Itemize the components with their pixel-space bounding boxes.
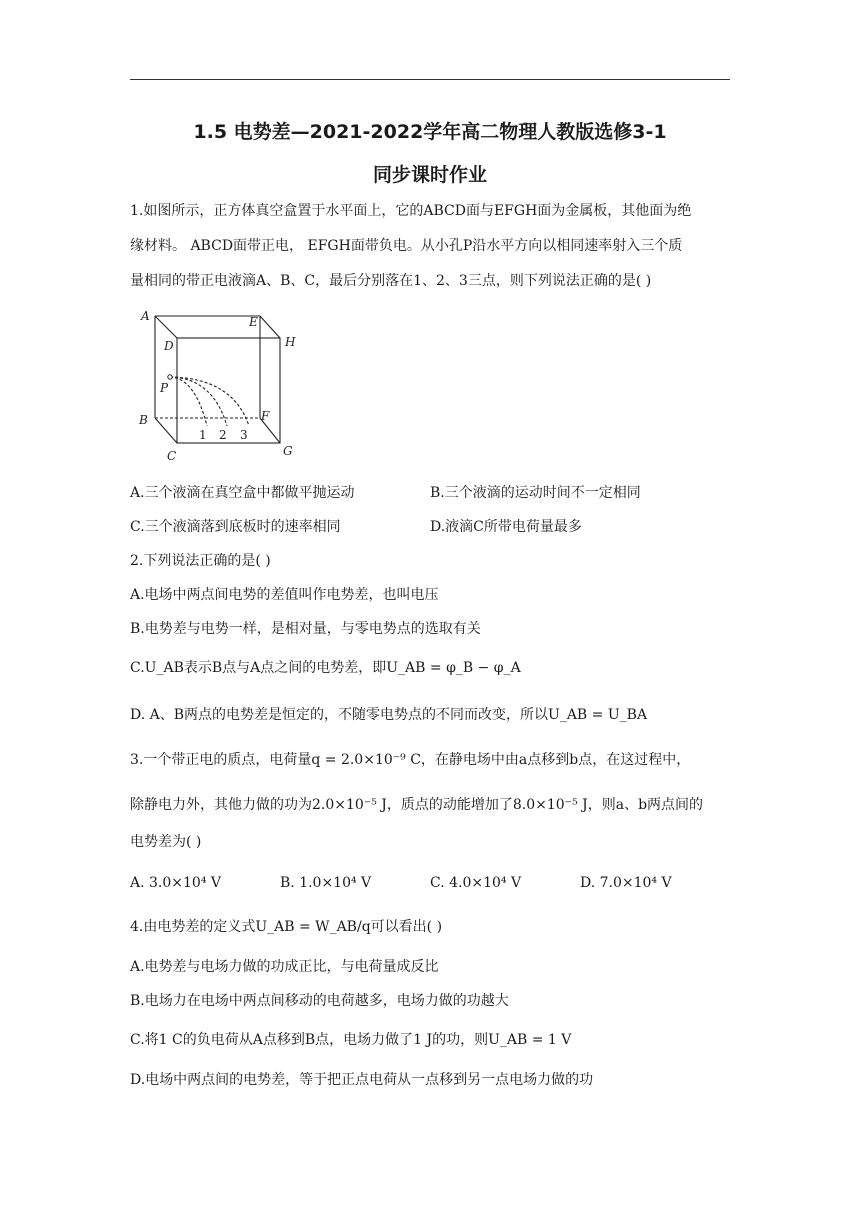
- q1-stem-line-1: 1.如图所示，正方体真空盒置于水平面上，它的ABCD面与EFGH面为金属板，其他面为绝: [130, 203, 692, 219]
- label-A: A: [141, 309, 150, 323]
- label-C: C: [167, 449, 177, 463]
- q2-option-c: C.U_AB表示B点与A点之间的电势差，即U_AB = φ_B − φ_A: [130, 660, 521, 676]
- q1-option-c: C.三个液滴落到底板时的速率相同: [130, 519, 341, 535]
- label-2: 2: [219, 428, 227, 442]
- label-G: G: [283, 444, 293, 458]
- q3-option-c: C. 4.0×10⁴ V: [430, 875, 522, 891]
- q4-option-a: A.电势差与电场力做的功成正比，与电荷量成反比: [130, 959, 439, 975]
- q2-option-b: B.电势差与电势一样，是相对量，与零电势点的选取有关: [130, 621, 481, 637]
- label-H: H: [285, 335, 296, 349]
- q2-option-a: A.电场中两点间电势的差值叫作电势差，也叫电压: [130, 587, 439, 603]
- q1-option-a: A.三个液滴在真空盒中都做平抛运动: [130, 485, 355, 501]
- q3-option-b: B. 1.0×10⁴ V: [280, 875, 372, 891]
- q4-option-b: B.电场力在电场中两点间移动的电荷越多，电场力做的功越大: [130, 993, 509, 1009]
- q1-stem-line-3: 量相同的带正电液滴A、B、C，最后分别落在1、2、3三点，则下列说法正确的是( ): [130, 273, 652, 289]
- q3-stem-line-1: 3.一个带正电的质点，电荷量q = 2.0×10⁻⁹ C，在静电场中由a点移到b点，在这过程中，: [130, 752, 691, 768]
- q1-option-b: B.三个液滴的运动时间不一定相同: [430, 485, 641, 501]
- label-E: E: [249, 315, 258, 329]
- label-P: P: [160, 381, 169, 395]
- q3-stem-line-3: 电势差为( ): [130, 834, 202, 850]
- page-subtitle: 同步课时作业: [372, 164, 487, 186]
- header-rule: [130, 79, 730, 80]
- label-1: 1: [199, 428, 207, 442]
- q4-option-d: D.电场中两点间的电势差，等于把正点电荷从一点移到另一点电场力做的功: [130, 1072, 594, 1088]
- q4-stem: 4.由电势差的定义式U_AB = W_AB/q可以看出( ): [130, 919, 443, 935]
- q4-option-c: C.将1 C的负电荷从A点移到B点，电场力做了1 J的功，则U_AB = 1 V: [130, 1032, 572, 1048]
- label-F: F: [261, 409, 270, 423]
- q3-option-d: D. 7.0×10⁴ V: [580, 875, 672, 891]
- q1-option-d: D.液滴C所带电荷量最多: [430, 519, 582, 535]
- q3-stem-line-2: 除静电力外，其他力做的功为2.0×10⁻⁵ J，质点的动能增加了8.0×10⁻⁵ J，则a、b两点间的: [130, 797, 704, 813]
- label-B: B: [139, 413, 148, 427]
- page-title: 1.5 电势差—2021-2022学年高二物理人教版选修3-1: [193, 121, 667, 143]
- q2-option-d: D. A、B两点的电势差是恒定的，不随零电势点的不同而改变，所以U_AB = U_BA: [130, 707, 648, 723]
- cube-diagram: [135, 308, 305, 468]
- q3-option-a: A. 3.0×10⁴ V: [130, 875, 221, 891]
- label-3: 3: [240, 428, 248, 442]
- q2-stem: 2.下列说法正确的是( ): [130, 553, 271, 569]
- label-D: D: [164, 339, 174, 353]
- q1-stem-line-2: 缘材料。 ABCD面带正电， EFGH面带负电。从小孔P沿水平方向以相同速率射入三个质: [130, 238, 683, 254]
